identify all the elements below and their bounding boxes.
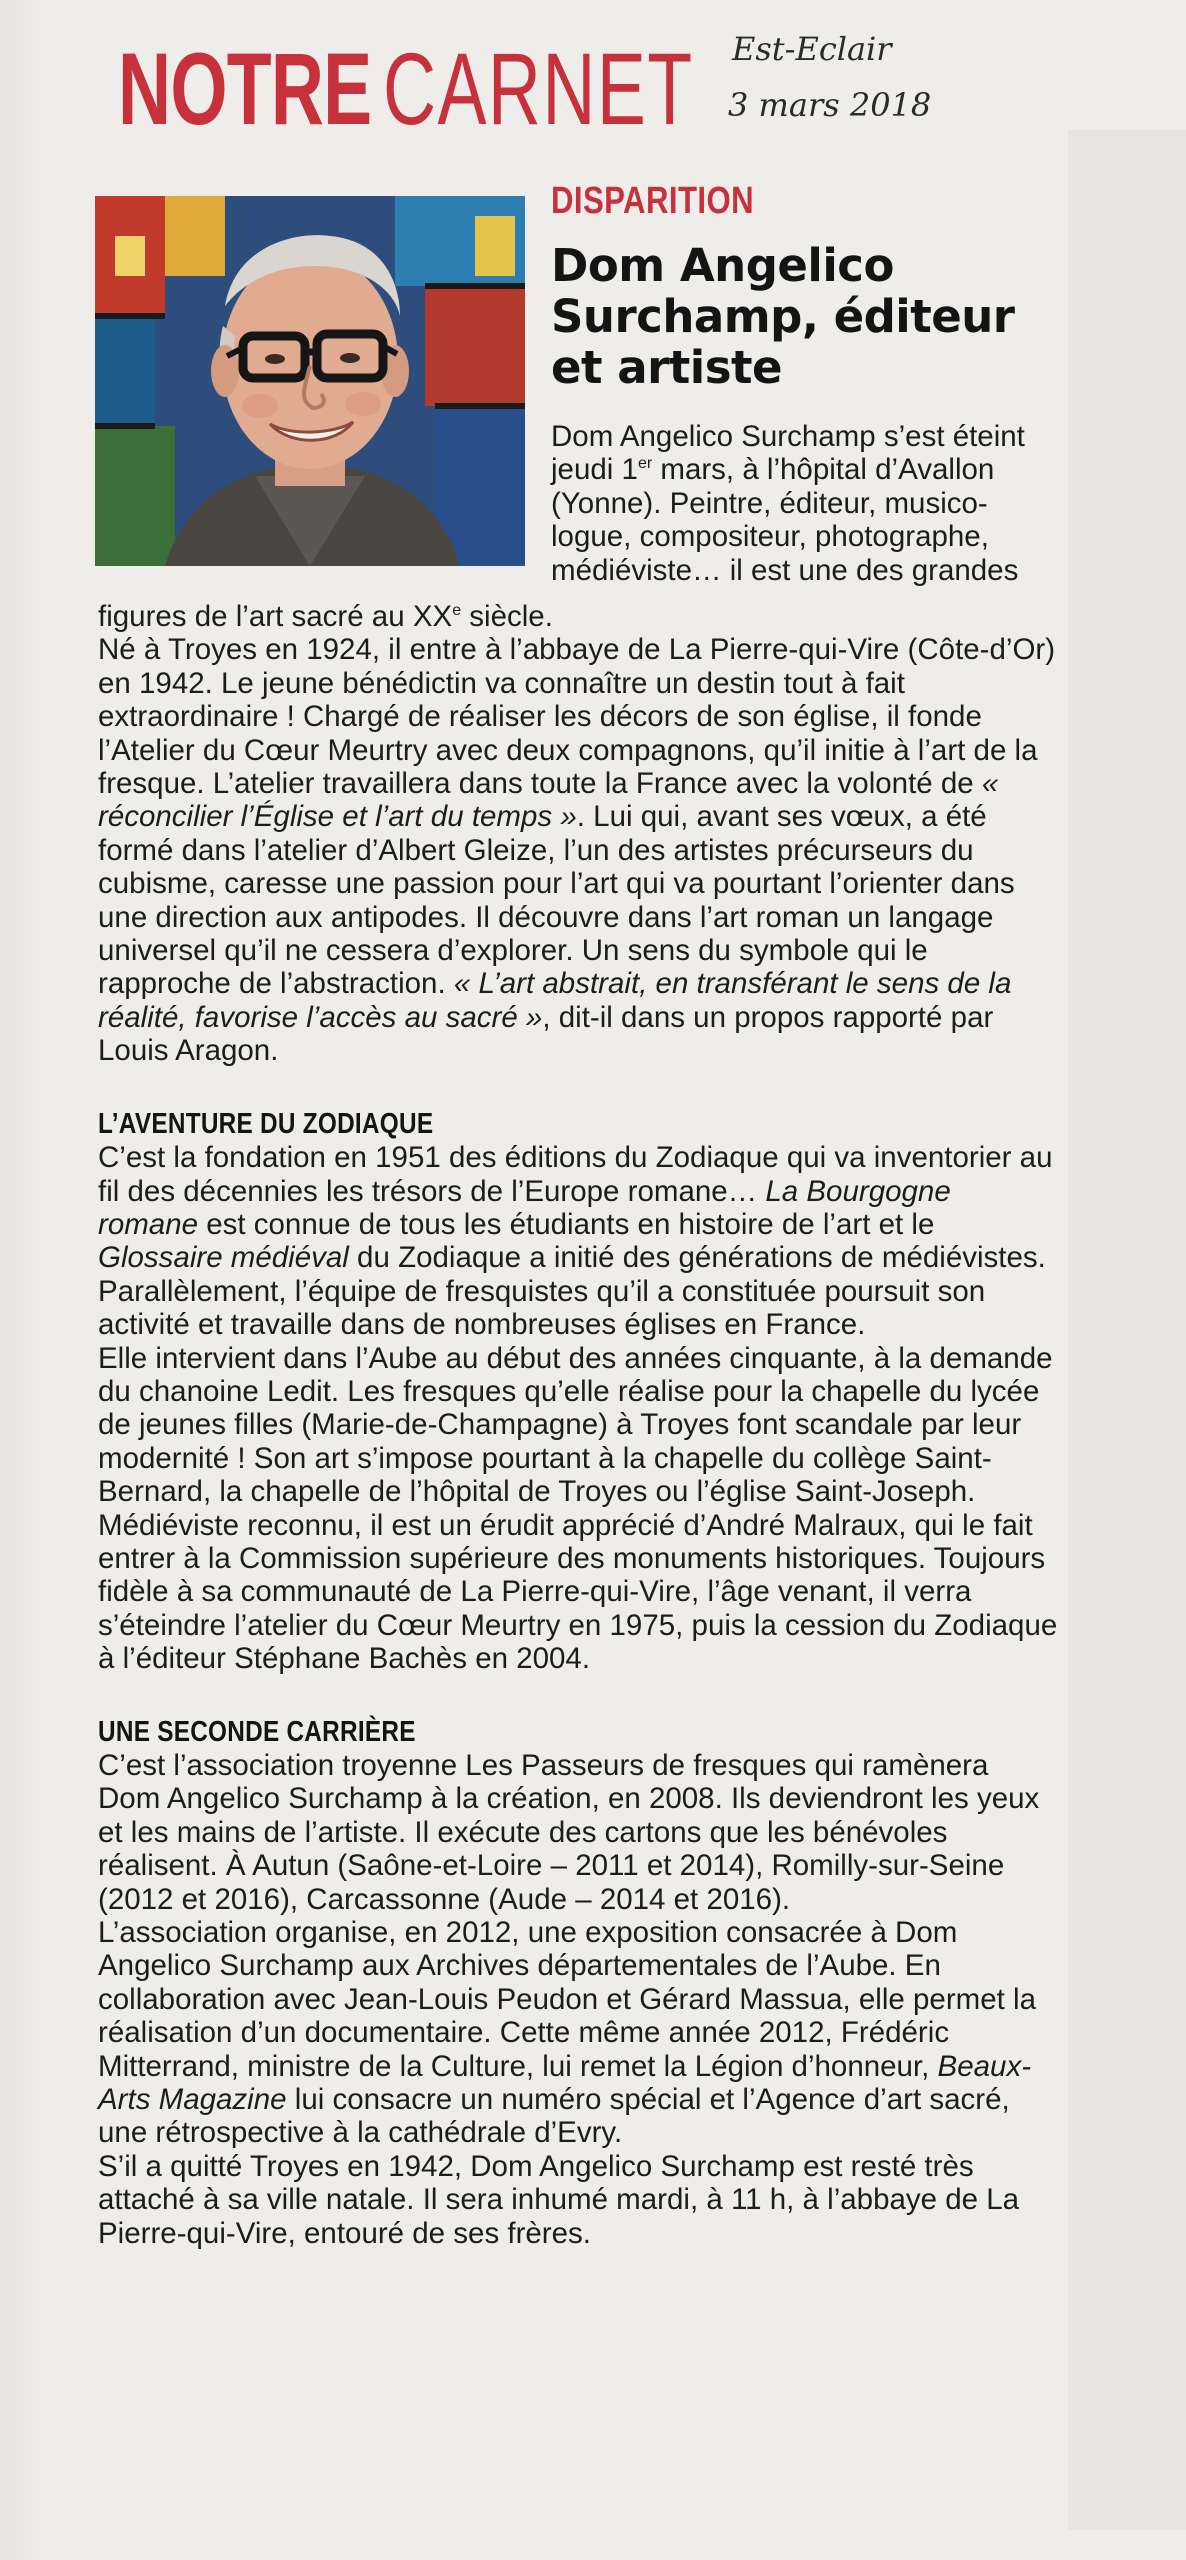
article-kicker: DISPARITION xyxy=(551,180,755,222)
paragraph-5: C’est l’association troyenne Les Passeurs de fresques qui ramènera Dom Angelico Surchamp à la création, en 2008. Ils deviendront les yeux et les mains de l’artiste. Il exécute des cartons que les bénévoles réalisent. À Autun (Saône-et-Loire – 2011 et 2014), Romilly-sur-Seine (2012 et 2016), Carcassonne (Aude – 2014 et 2016). xyxy=(98,1749,1040,1916)
intro-line: Dom Angelico Surchamp s’est éteint xyxy=(551,420,1025,453)
section-header xyxy=(118,30,694,146)
adjacent-article-edge xyxy=(1068,130,1186,2530)
intro-line: logue, compositeur, photographe, xyxy=(551,520,989,554)
title-glossaire: Glossaire médiéval xyxy=(98,1241,349,1275)
subhead-seconde-carriere: UNE SECONDE CARRIÈRE xyxy=(98,1715,416,1748)
section-header-bold: NOTRE xyxy=(118,32,372,146)
title-beaux-arts: Beaux-Arts Magazine xyxy=(98,2049,1032,2117)
paragraph-3: Elle intervient dans l’Aube au début des années cinquante, à la demande du chanoine Ledit. Les fresques qu’elle réalise pour la chapelle du lycée de jeunes filles (Marie-de-Champagne) à Troyes font scandale par leur modernité ! Son art s’impose pourtant à la chapelle du collège Saint-Bernard, la chapelle de l’hôpital de Troyes ou l’église Saint-Joseph. xyxy=(98,1341,1053,1509)
paragraph-1: Né à Troyes en 1924, il entre à l’abbaye de La Pierre-qui-Vire (Côte-d’Or) en 1942. Le jeune bénédictin va connaître un destin tout à fait extraordinaire ! Chargé de réaliser les décors de son église, il fonde l’Atelier du Cœur Meurtry avec deux compagnons, qu’il initie à l’art de la fresque. L’atelier travaillera dans toute la France avec la volonté de « réconcilier l’Église et l’art du temps ». Lui qui, avant ses vœux, a été formé dans l’atelier d’Albert Gleize, l’un des artistes précurseurs du cubisme, caresse une passion pour l’art qui va pourtant l’orienter dans une direction aux antipodes. Il découvre dans l’art roman un langage universel qu’il ne cessera d’explorer. Un sens du symbole qui le rapproche de l’abstraction. « L’art abstrait, en transférant le sens de la réalité, favorise l’accès au sacré », dit-il dans un propos rapporté par Louis Aragon. xyxy=(98,633,1056,1068)
handwritten-source: Est-Eclair xyxy=(732,30,892,68)
intro-line: médiéviste… il est une des grandes xyxy=(551,553,1019,587)
handwritten-date: 3 mars 2018 xyxy=(728,86,932,124)
paragraph-7: S’il a quitté Troyes en 1942, Dom Angelico Surchamp est resté très attaché à sa ville natale. Il sera inhumé mardi, à 11 h, à l’abbaye de La Pierre-qui-Vire, entouré de ses frères. xyxy=(98,2149,1020,2250)
paragraph-6: L’association organise, en 2012, une exposition consacrée à Dom Angelico Surchamp aux Archives départementales de l’Aube. En collaboration avec Jean-Louis Peudon et Gérard Massua, elle permet la réalisation d’un documentaire. Cette même année 2012, Frédéric Mitterrand, ministre de la Culture, lui remet la Légion d’honneur, Beaux-Arts Magazine lui consacre un numéro spécial et l’Agence d’art sacré, une rétrospective à la cathédrale d’Evry. xyxy=(98,1916,1036,2150)
handwritten-note xyxy=(728,30,1058,124)
paragraph-4: Médiéviste reconnu, il est un érudit apprécié d’André Malraux, qui le fait entrer à la Commission supérieure des monuments historiques. Toujours fidèle à sa communauté de La Pierre-qui-Vire, l’âge venant, il verra s’éteindre l’atelier du Cœur Meurtry en 1975, puis la cession du Zodiaque à l’éditeur Stéphane Bachès en 2004. xyxy=(98,1508,1058,1676)
paragraph-2: C’est la fondation en 1951 des éditions du Zodiaque qui va inventorier au fil des décennies les trésors de l’Europe romane… La Bourgogne romane est connue de tous les étudiants en histoire de l’art et le Glossaire médiéval du Zodiaque a initié des générations de médiévistes. Parallèlement, l’équipe de fresquistes qu’il a constituée poursuit son activité et travaille dans de nombreuses églises en France. xyxy=(98,1141,1053,1342)
article-title: Dom Angelico Surchamp, éditeur et artiste xyxy=(551,239,1015,394)
article-body xyxy=(98,600,1058,2250)
intro-line: jeudi 1er mars, à l’hôpital d’Avallon xyxy=(551,453,995,487)
quote-art-abstrait: « L’art abstrait, en transférant le sens de la réalité, favorise l’accès au sacré » xyxy=(98,967,1012,1034)
quote-reconcilier: « réconcilier l’Église et l’art du temps » xyxy=(98,767,999,834)
intro-line: (Yonne). Peintre, éditeur, musico- xyxy=(551,486,988,520)
portrait-illustration xyxy=(95,196,525,566)
paper-edge-shadow xyxy=(0,0,40,2560)
title-bourgogne-romane: La Bourgogne romane xyxy=(98,1174,951,1241)
portrait-photo xyxy=(95,196,525,566)
subhead-zodiaque: L’AVENTURE DU ZODIAQUE xyxy=(98,1107,434,1140)
intro-end-line: figures de l’art sacré au XXe siècle. xyxy=(98,600,553,633)
article-intro xyxy=(551,420,1061,587)
section-header-light: CARNET xyxy=(383,32,694,146)
